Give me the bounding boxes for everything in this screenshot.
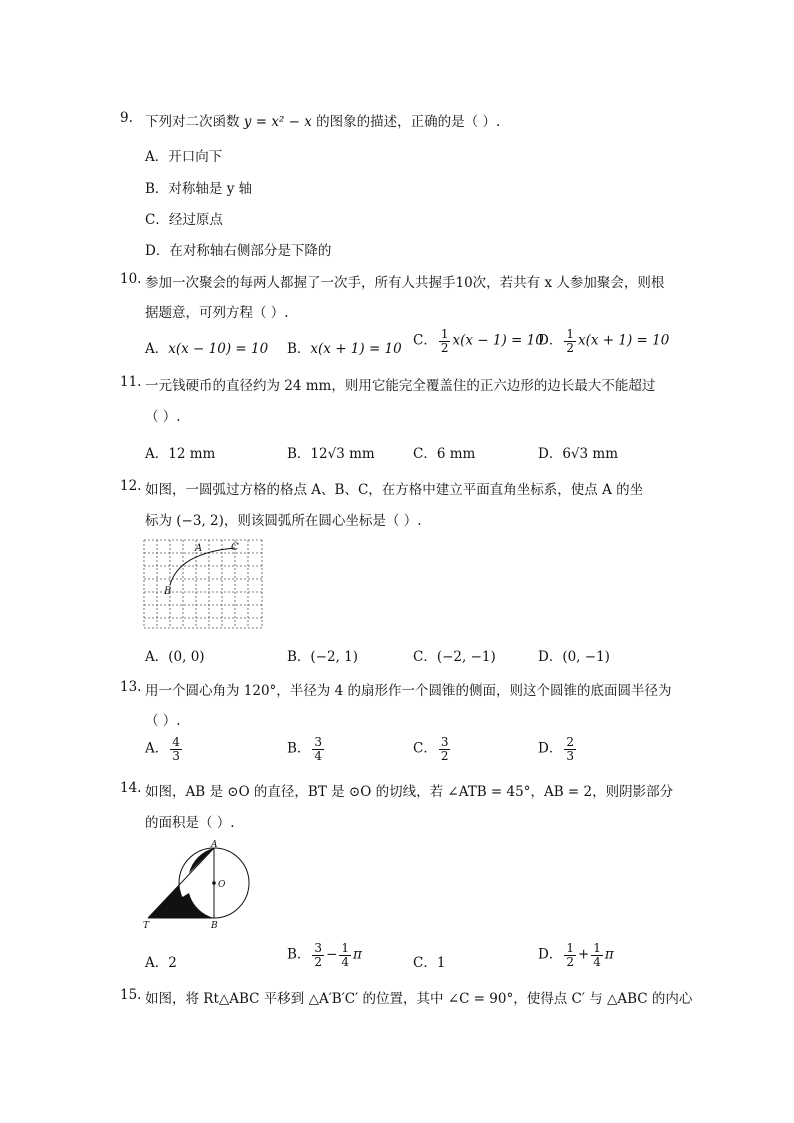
numerator: 4 [172, 735, 180, 749]
numerator: 1 [341, 941, 350, 955]
label-b: B [164, 586, 172, 597]
question-number: 10. [120, 271, 142, 287]
option-b [287, 736, 326, 762]
label-a: A [195, 543, 203, 554]
question-number: 14. [120, 780, 142, 796]
denominator: 2 [440, 748, 449, 763]
fraction [591, 942, 603, 968]
fraction [564, 942, 576, 968]
option-d: D．(0, −1) [538, 649, 610, 665]
option-c: C．6 mm [413, 446, 476, 462]
fraction [439, 736, 451, 762]
option-d [538, 328, 669, 354]
option-a: A．(0, 0) [145, 649, 205, 665]
denominator: 3 [172, 748, 180, 763]
denominator: 2 [440, 340, 449, 355]
option-c: C．(−2, −1) [413, 649, 496, 665]
numerator: 1 [440, 327, 449, 341]
label: D． [538, 946, 563, 963]
option-a [145, 736, 184, 762]
question-number: 15. [120, 987, 142, 1003]
fraction [339, 942, 351, 968]
denominator: 3 [566, 748, 574, 763]
operator: − [326, 946, 338, 963]
option-a [145, 337, 268, 357]
question-number: 13. [120, 679, 142, 695]
text: 下列对二次函数 [145, 114, 244, 130]
denominator: 2 [314, 954, 323, 969]
numerator: 3 [314, 735, 323, 749]
denominator: 2 [566, 340, 574, 355]
label: C． [413, 740, 437, 757]
formula: y = x² − x [243, 114, 312, 130]
question-text: （ ）. [145, 713, 181, 729]
fraction [564, 328, 576, 354]
numerator: 1 [566, 327, 574, 341]
option-c [413, 328, 544, 354]
question-number: 11. [120, 374, 142, 390]
option-d [538, 942, 614, 968]
option-d: D．在对称轴右侧部分是下降的 [145, 243, 332, 259]
question-text: 标为 (−3, 2)，则该圆弧所在圆心坐标是（ ）. [145, 513, 422, 529]
numerator: 1 [593, 941, 601, 955]
fraction [170, 736, 182, 762]
question-text: 如图，将 Rt△ABC 平移到 △A′B′C′ 的位置，其中 ∠C = 90°，使得点 C′ 与 △ABC 的内心 [145, 991, 693, 1007]
denominator: 4 [341, 954, 350, 969]
denominator: 2 [566, 954, 574, 969]
question-text: （ ）. [145, 409, 181, 425]
label: B． [287, 946, 311, 963]
question-text: 如图，AB 是 ⊙O 的直径，BT 是 ⊙O 的切线，若 ∠ATB = 45°，AB = 2，则阴影部分 [145, 784, 674, 800]
numerator: 2 [566, 735, 574, 749]
fraction [564, 736, 576, 762]
grid-arc-figure [143, 539, 264, 630]
question-number: 12. [120, 478, 142, 494]
option-b [287, 942, 362, 968]
label-b: B [211, 921, 218, 930]
pi: π [604, 946, 614, 963]
numerator: 3 [314, 941, 323, 955]
label: D． [538, 332, 563, 349]
option-a: A．12 mm [145, 446, 216, 462]
arc [170, 548, 235, 585]
option-c: C．1 [413, 955, 446, 971]
label: B． [287, 740, 311, 757]
denominator: 4 [593, 954, 601, 969]
denominator: 4 [314, 748, 323, 763]
text: 的图象的描述，正确的是（ ）. [311, 114, 501, 130]
grid-lines [144, 540, 262, 628]
label-a: A [211, 840, 218, 850]
numerator: 1 [566, 941, 574, 955]
label-t: T [143, 921, 150, 930]
fraction [312, 736, 324, 762]
label-o: O [218, 880, 226, 890]
question-text: 据题意，可列方程（ ）. [145, 305, 289, 321]
option-d [538, 736, 578, 762]
option-a: A．开口向下 [145, 149, 223, 165]
option-a: A．2 [145, 955, 177, 971]
question-text: 的面积是（ ）. [145, 815, 235, 831]
center-point [212, 881, 216, 885]
formula: x(x + 1) = 10 [310, 341, 402, 357]
label: A． [145, 740, 169, 757]
option-d: D．6√3 mm [538, 446, 618, 462]
pi: π [353, 946, 362, 963]
circle-tangent-figure [140, 840, 255, 930]
question-text: 参加一次聚会的每两人都握了一次手，所有人共握手10次，若共有 x 人参加聚会，则根 [145, 275, 665, 291]
label: B． [287, 341, 311, 357]
question-number: 9. [120, 110, 133, 126]
question-text: 如图，一圆弧过方格的格点 A、B、C，在方格中建立平面直角坐标系，使点 A 的坐 [145, 482, 644, 498]
formula: x(x − 10) = 10 [168, 341, 269, 357]
numerator: 3 [440, 735, 449, 749]
formula: x(x − 1) = 10 [452, 332, 544, 349]
option-b [287, 337, 402, 357]
question-text: 一元钱硬币的直径约为 24 mm，则用它能完全覆盖住的正六边形的边长最大不能超过 [145, 378, 656, 394]
operator: + [577, 946, 590, 963]
option-c: C．经过原点 [145, 212, 223, 228]
question-text [145, 110, 500, 130]
label-c: C [231, 542, 239, 553]
fraction [312, 942, 324, 968]
option-b: B．(−2, 1) [287, 649, 359, 665]
option-c [413, 736, 452, 762]
label: D． [538, 740, 563, 757]
label: C． [413, 332, 437, 349]
question-text: 用一个圆心角为 120°，半径为 4 的扇形作一个圆锥的侧面，则这个圆锥的底面圆半径为 [145, 683, 672, 699]
label: A． [145, 341, 169, 357]
option-b: B．对称轴是 y 轴 [145, 181, 253, 197]
fraction [439, 328, 451, 354]
formula: x(x + 1) = 10 [577, 332, 670, 349]
option-b: B．12√3 mm [287, 446, 375, 462]
